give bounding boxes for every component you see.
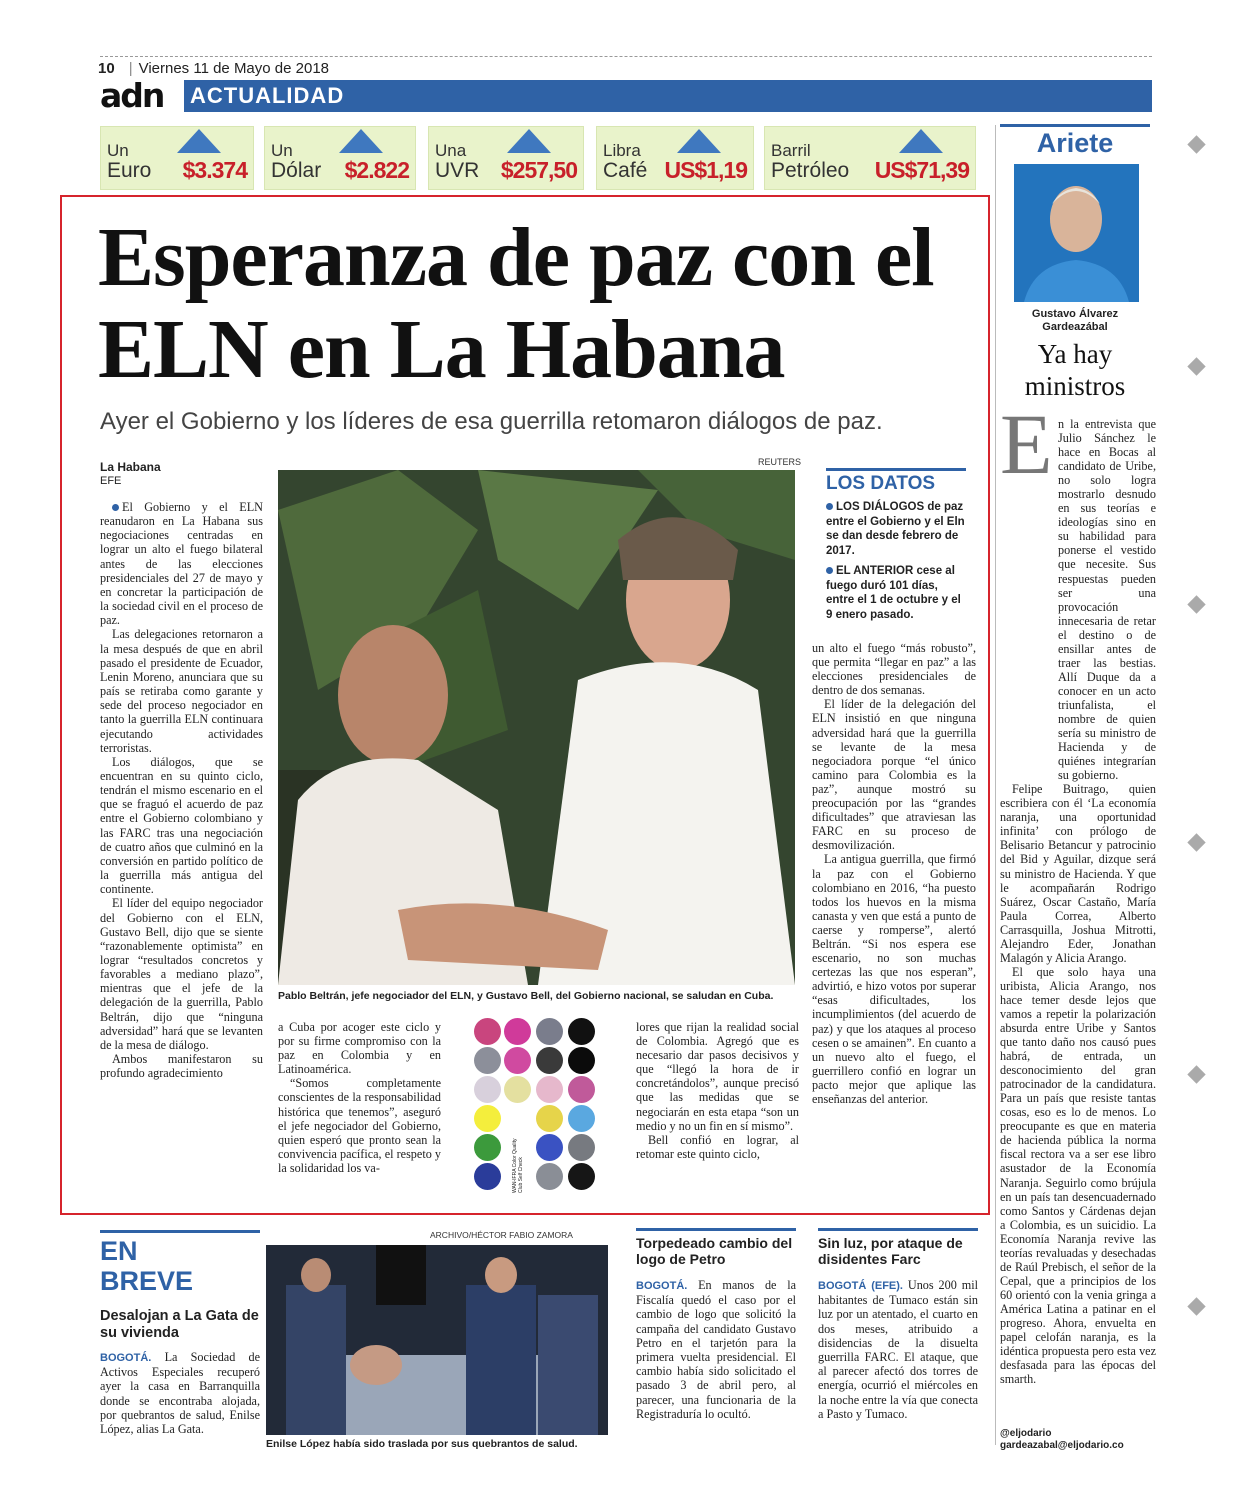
paragraph: Felipe Buitrago, quien escribiera con él ‘La economía naranja, una oportunidad infinita’ con prólogo de Belisario Betancur y patrocinio del Bid y Aguilar, dizque será su ministro de Hacienda. Y que le acompañarán Rodrigo Suárez, Oscar Castaño, María Paula Correa, Alberto Carrasquilla, Joshua Mitrotti, Alejandro Eder, Jonathan Malagón y Alicia Arango. xyxy=(1000,782,1156,965)
subheadline: Ayer el Gobierno y los líderes de esa guerrilla retomaron diálogos de paz. xyxy=(100,408,883,435)
paragraph: n la entrevista que Julio Sánchez le hace en Bocas al candidato de Uribe, no solo logra mostrarlo desnudo en sus teorías e ideologías sino en su habilidad para ponerse el vestido que necesite. Sus respuestas pueden ser una provocación innecesaria de retar el destino o de ensillar antes de traer las bestias. Allí Duque da a conocer en un acto triunfalista, el nombre de quien sería su ministro de Hacienda y de quiénes integrarían su gobierno. xyxy=(1058,417,1156,783)
brief-body: La Sociedad de Activos Especiales recuperó ayer la casa en Barranquilla donde se encontraba alojada, por quebrantos de salud, Enilse López, alias La Gata. xyxy=(100,1350,261,1437)
indicator-unit: Barril xyxy=(771,141,811,160)
color-swatch xyxy=(536,1047,563,1074)
indicator-euro xyxy=(100,126,254,190)
color-swatch xyxy=(504,1018,531,1045)
brief-body: Unos 200 mil habitantes de Tumaco están sin luz por un atentado, el cuarto en dos meses, atribuido a disidencias de la disuelta guerrilla FARC. El ataque, que al parecer afectó dos torres de energía, ocurrió el miércoles en la noche entre la vía que conecta a Pasto y Tumaco. xyxy=(818,1278,979,1421)
color-swatch xyxy=(504,1076,531,1103)
enbreve-rule xyxy=(100,1230,260,1233)
brief3-rule xyxy=(818,1228,978,1231)
ariete-rule xyxy=(1000,124,1150,127)
brief-text xyxy=(636,1278,796,1421)
color-swatch xyxy=(568,1134,595,1161)
column-divider xyxy=(995,125,996,1445)
color-swatch xyxy=(568,1105,595,1132)
main-photo xyxy=(278,470,795,985)
paragraph: Ambos manifestaron su profundo agradecimiento xyxy=(100,1052,263,1081)
registration-mark xyxy=(1187,833,1205,851)
author-photo xyxy=(1014,164,1139,302)
arrow-up-icon xyxy=(899,129,943,153)
indicator-name: UVR xyxy=(435,159,480,182)
signoff xyxy=(1000,1428,1150,1452)
ariete-title: Ariete xyxy=(1036,128,1114,158)
author-name: Gustavo Álvarez Gardeazábal xyxy=(1031,308,1119,333)
indicator-uvr xyxy=(428,126,584,190)
color-swatch xyxy=(474,1047,501,1074)
indicator-petroleo xyxy=(764,126,976,190)
brief-city: BOGOTÁ. xyxy=(636,1280,688,1292)
section-title: ACTUALIDAD xyxy=(190,83,345,108)
color-swatch xyxy=(536,1105,563,1132)
bullet-icon xyxy=(826,503,833,510)
indicator-name: Petróleo xyxy=(771,159,850,182)
article-column-2 xyxy=(278,1020,441,1175)
registration-mark xyxy=(1187,1297,1205,1315)
brief-photo-caption: Enilse López había sido traslada por sus quebrantos de salud. xyxy=(266,1438,578,1450)
brief-photo-credit: ARCHIVO/HÉCTOR FABIO ZAMORA xyxy=(430,1230,573,1240)
article-column-1 xyxy=(100,500,263,1080)
indicator-value: $3.374 xyxy=(182,157,247,183)
brief-city: BOGOTÁ (EFE). xyxy=(818,1280,903,1292)
adn-logo: adn xyxy=(100,79,184,113)
bullet-icon xyxy=(826,567,833,574)
brief-text xyxy=(100,1350,260,1436)
indicator-value: $257,50 xyxy=(500,157,577,183)
author-portrait-image xyxy=(1014,164,1139,302)
datos-text: cese al fuego duró 101 días, entre el 1 de octubre y el 9 enero pasado. xyxy=(826,565,961,621)
color-swatch xyxy=(536,1076,563,1103)
headline: Esperanza de paz con el ELN en La Habana xyxy=(98,211,934,396)
color-swatch xyxy=(536,1018,563,1045)
color-swatch xyxy=(474,1134,501,1161)
brief-city: BOGOTÁ. xyxy=(100,1352,152,1364)
color-swatch xyxy=(474,1018,501,1045)
photo-caption: Pablo Beltrán, jefe negociador del ELN, y Gustavo Bell, del Gobierno nacional, se saludan en Cuba. xyxy=(278,990,774,1002)
paragraph: El que solo haya una uribista, Alicia Arango, nos hace temer desde lejos que vamos a repetir la polarización absurda entre Uribe y Santos que tanto daño nos causó pues habrá, de entrada, un desconocimiento del gran patrocinador de la candidatura. Para un país que resiste tantas cosas, eso es lo de menos. Lo preocupante es que en materia de hacienda pública la norma fiscal rectora va a ser ese libro asustador de la Economía Naranja. Seguirlo como brújula en un país tan desencuadernado como Santos y Cárdenas dejan a Colombia, es un suicidio. La Economía Naranja revive las teorías revaluadas y desechadas de Raúl Prebisch, el señor de la Cepal, que a principios de los 60 orientó con la venia gringa a América Latina a patinar en el progreso. Ahora, envuelta en papel celofán naranja, es la idéntica propuesta pero esta vez desfasada para las épocas del smarth. xyxy=(1000,964,1156,1387)
indicator-unit: Un xyxy=(271,141,293,160)
indicator-value: US$1,19 xyxy=(664,157,747,183)
article-column-4 xyxy=(812,641,976,1106)
datos-lead: LOS DIÁLOGOS xyxy=(836,501,925,513)
article-column-3 xyxy=(636,1020,799,1161)
registration-mark xyxy=(1187,595,1205,613)
ariete-body xyxy=(1000,417,1156,1386)
issue-date: Viernes 11 de Mayo de 2018 xyxy=(138,60,330,77)
paragraph: El Gobierno y el ELN reanudaron en La Habana sus negociaciones centradas en lograr un alto el fuego bilateral antes de las elecciones presidenciales del 27 de mayo y en concretar la participación de la sociedad civil en el proceso de paz. xyxy=(100,500,263,628)
color-check-swatches xyxy=(474,1018,604,1193)
datos-text: de paz entre el Gobierno y el Eln se dan desde febrero de 2017. xyxy=(826,501,965,557)
indicator-unit: Una xyxy=(435,141,467,160)
agency: EFE xyxy=(100,475,122,487)
arrow-up-icon xyxy=(677,129,721,153)
enbreve-line2: BREVE xyxy=(100,1266,194,1296)
brief-body: En manos de la Fiscalía quedó el caso por el cambio de logo que solicitó la campaña del candidato Gustavo Petro en el tarjetón para la primera vuelta presidencial. El cambio había sido solicitado el pasado 3 de abril pero, al parecer, una funcionaria de la Registraduría lo ocultó. xyxy=(636,1278,796,1421)
dropcap: E xyxy=(1000,396,1053,492)
indicator-value: $2.822 xyxy=(344,157,409,183)
color-swatch xyxy=(536,1134,563,1161)
registration-mark xyxy=(1187,135,1205,153)
color-swatch xyxy=(536,1163,563,1190)
color-swatch xyxy=(568,1047,595,1074)
arrow-up-icon xyxy=(339,129,383,153)
color-swatch xyxy=(568,1076,595,1103)
hospital-transfer-image xyxy=(266,1245,608,1435)
photo-credit: REUTERS xyxy=(758,457,802,467)
registration-mark xyxy=(1187,357,1205,375)
datos-title: LOS DATOS xyxy=(826,468,966,495)
paragraph: El líder del equipo negociador del Gobierno con el ELN, Gustavo Bell, dijo que se siente “razonablemente optimista” en lograr “resultados concretos y favorables a mediano plazo”, mientras que el jefe de la delegación de la guerrilla, Pablo Beltrán, dijo que “ninguna adversidad” hará que se levanten de la mesa de diálogo. xyxy=(100,896,263,1052)
twitter-handle: @eljodario xyxy=(1000,1428,1052,1439)
brief-title: Torpedeado cambio del logo de Petro xyxy=(636,1235,793,1267)
paragraph: Las delegaciones retornaron a la mesa después de que en abril pasado el presidente de Ecuador, Lenin Moreno, anunciara que su país se retiraba como garante y sede del proceso negociador en tanto la guerrilla ELN continuara ejecutando actividades terroristas. xyxy=(100,627,263,755)
indicator-name: Euro xyxy=(107,159,152,182)
paragraph: a Cuba por acoger este ciclo y por su firme compromiso con la paz en Colombia y en Latinoamérica. xyxy=(278,1020,441,1077)
handshake-image xyxy=(278,470,795,985)
registration-mark xyxy=(1187,1065,1205,1083)
brief-title: Desalojan a La Gata de su vivienda xyxy=(100,1308,259,1341)
color-swatch xyxy=(474,1076,501,1103)
paragraph: lores que rijan la realidad social de Colombia. Agregó que es necesario dar pasos decisivos y que “llegó la hora de ir concretándolos”, aunque precisó que las medidas que se negociarán en esta etapa “son un medio y no un fin en sí mismo”. xyxy=(636,1020,799,1133)
dateline: La Habana xyxy=(100,460,161,474)
arrow-up-icon xyxy=(507,129,551,153)
brief-photo xyxy=(266,1245,608,1435)
indicator-unit: Libra xyxy=(603,141,641,160)
paragraph: “Somos completamente conscientes de la responsabilidad histórica que tenemos”, aseguró el jefe negociador del Gobierno, quien esperó que pronto sean la convivencia pacífica, el respeto y la solidaridad los va- xyxy=(278,1076,441,1175)
byline xyxy=(100,461,161,488)
swatch-label: WAN-IFRA Color Quality Club Self Check xyxy=(512,1138,524,1193)
indicator-dolar xyxy=(264,126,416,190)
bullet-icon xyxy=(112,504,119,511)
paragraph: El líder de la delegación del ELN insistió en que ninguna adversidad hará que la guerrilla se levante de la mesa negociadora porque “el único camino para Colombia es la paz”, aunque mostró su preocupación por las “grandes dificultades” que atraviesan las FARC en su proceso de desmovilización. xyxy=(812,697,976,853)
paragraph: La antigua guerrilla, que firmó la paz con el Gobierno colombiano en 2016, “ha puesto todos los huevos en la misma canasta y ven que está a punto de caerse y romperse”, alertó Beltrán. “Si nos espera ese escenario, no son muchas certezas las que nos esperan”, advirtió, e hizo votos por superar “esas dificultades, los incumplimientos (del acuerdo de paz) y que los ataques al proceso cesen o se amainen”. En cuanto a un nuevo alto el fuego, el guerrillero confió en lograr un pacto mejor que aplique las enseñanzas del anterior. xyxy=(812,852,976,1106)
paragraph: Los diálogos, que se encuentran en su quinto ciclo, tendrán el mismo escenario en el que se fraguó el acuerdo de paz entre el Gobierno colombiano y las FARC tras una negociación de cuatro años que culminó en la conversión en partido político de la guerrilla más antigua del continente. xyxy=(100,754,263,897)
brief-title: Sin luz, por ataque de disidentes Farc xyxy=(818,1235,963,1267)
author-email: gardeazabal@eljodario.co xyxy=(1000,1440,1124,1451)
page-number: 10 xyxy=(98,60,115,77)
color-swatch xyxy=(568,1163,595,1190)
enbreve-title xyxy=(100,1236,193,1296)
paragraph: Bell confió en lograr, al retomar este quinto ciclo, xyxy=(636,1132,799,1161)
datos-box xyxy=(826,500,966,622)
brief2-rule xyxy=(636,1228,796,1231)
brief-text xyxy=(818,1278,978,1421)
indicator-name: Dólar xyxy=(271,159,322,182)
color-swatch xyxy=(568,1018,595,1045)
indicator-name: Café xyxy=(603,159,648,182)
top-rule xyxy=(100,56,1152,57)
column-title: Ya hay ministros xyxy=(1024,339,1126,401)
indicator-cafe xyxy=(596,126,754,190)
indicator-unit: Un xyxy=(107,141,129,160)
paragraph: un alto el fuego “más robusto”, que permita “llegar en paz” a las elecciones presidenciales de dentro de dos semanas. xyxy=(812,641,976,698)
color-swatch xyxy=(474,1163,501,1190)
color-swatch xyxy=(474,1105,501,1132)
indicator-value: US$71,39 xyxy=(874,157,969,183)
datos-lead: EL ANTERIOR xyxy=(836,565,914,577)
arrow-up-icon xyxy=(177,129,221,153)
folio: 10 | Viernes 11 de Mayo de 2018 xyxy=(98,60,330,77)
enbreve-line1: EN xyxy=(100,1236,138,1266)
color-swatch xyxy=(504,1047,531,1074)
